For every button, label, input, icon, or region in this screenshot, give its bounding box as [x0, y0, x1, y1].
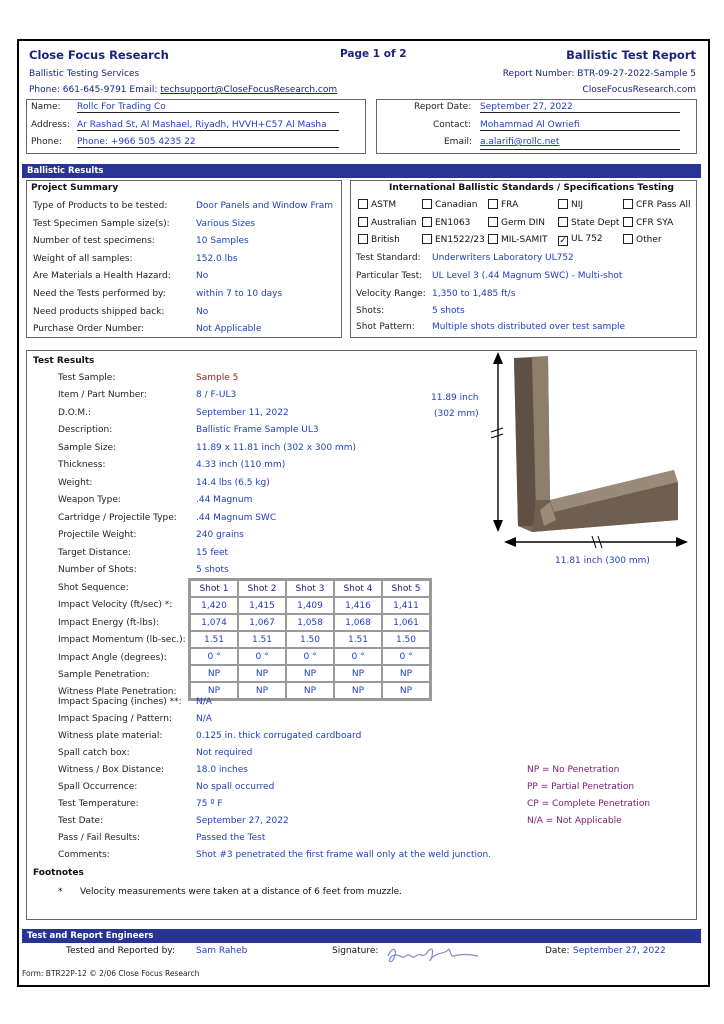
- footnote-text: Velocity measurements were taken at a distance of 6 feet from muzzle.: [80, 887, 402, 897]
- test-result-label: Target Distance:: [58, 547, 132, 558]
- client-name: Rollc For Trading Co: [77, 102, 339, 113]
- shot-table-cell: 1.50: [286, 631, 334, 648]
- legend-item: CP = Complete Penetration: [527, 799, 651, 809]
- project-summary-label: Test Specimen Sample size(s):: [33, 218, 170, 229]
- test-result-label: Thickness:: [58, 460, 106, 471]
- test-result-label: Pass / Fail Results:: [58, 833, 140, 843]
- client-email-link[interactable]: a.alarifi@rollc.net: [480, 137, 560, 147]
- dimension-width: 11.81 inch (300 mm): [555, 556, 650, 566]
- contact-name: Mohammad Al Owriefi: [480, 120, 680, 131]
- standard-checkbox[interactable]: [558, 199, 568, 209]
- test-standard-label: Test Standard:: [356, 253, 421, 263]
- report-date-label: Report Date:: [414, 102, 472, 112]
- support-email-link[interactable]: techsupport@CloseFocusResearch.com: [160, 85, 338, 95]
- standard-checkbox-label: CFR SYA: [636, 217, 674, 228]
- legend-item: PP = Partial Penetration: [527, 782, 635, 792]
- test-result-value: 15 feet: [196, 547, 229, 558]
- project-summary-label: Number of test specimens:: [33, 236, 155, 247]
- test-result-label: Spall Occurrence:: [58, 782, 138, 792]
- test-result-value: Shot #3 penetrated the first frame wall only at the weld junction.: [196, 850, 492, 860]
- standard-checkbox-label: UL 752: [571, 234, 603, 244]
- shot-table-cell: Shot 5: [382, 580, 430, 597]
- shot-table-cell: NP: [190, 665, 238, 682]
- test-result-value: .44 Magnum SWC: [196, 512, 277, 523]
- standard-checkbox-item[interactable]: [422, 199, 477, 210]
- standard-checkbox[interactable]: [422, 217, 432, 227]
- standard-checkbox-item[interactable]: [623, 234, 662, 245]
- standard-checkbox[interactable]: ✓: [559, 236, 567, 246]
- test-result-value: N/A: [196, 697, 212, 707]
- test-result-value: Passed the Test: [196, 833, 266, 843]
- standard-checkbox-item[interactable]: [488, 199, 518, 210]
- test-result-value: 240 grains: [196, 530, 244, 541]
- standard-checkbox[interactable]: [488, 199, 498, 209]
- shot-table-cell: NP: [286, 682, 334, 699]
- signature-image: [384, 942, 484, 968]
- shot-table-cell: NP: [382, 665, 430, 682]
- standard-checkbox-label: Canadian: [435, 200, 478, 210]
- project-summary-value: No: [196, 306, 209, 317]
- report-date: September 27, 2022: [480, 102, 680, 113]
- test-result-label: Weapon Type:: [58, 495, 121, 506]
- shot-table-cell: NP: [190, 682, 238, 699]
- tested-by: Sam Raheb: [196, 946, 248, 956]
- contact-line: Phone: 661-645-9791 Email: techsupport@CloseFocusResearch.com: [29, 85, 338, 95]
- test-result-value: 8 / F-UL3: [196, 390, 237, 401]
- shot-pattern-label: Shot Pattern:: [356, 322, 415, 332]
- test-result-value: N/A: [196, 714, 212, 724]
- shot-table-cell: Shot 3: [286, 580, 334, 597]
- standard-checkbox[interactable]: [358, 199, 368, 209]
- velocity-range-label: Velocity Range:: [356, 289, 426, 299]
- shot-table-row: [190, 597, 430, 614]
- project-summary-value: within 7 to 10 days: [196, 289, 283, 299]
- test-result-label: Sample Size:: [58, 442, 117, 453]
- shot-row-label: Impact Energy (ft-lbs):: [58, 617, 160, 628]
- project-summary-value: No: [196, 271, 209, 282]
- shot-table-cell: NP: [334, 682, 382, 699]
- project-summary-label: Need products shipped back:: [33, 306, 165, 317]
- standard-checkbox[interactable]: [623, 234, 633, 244]
- sample-photo: [488, 350, 698, 560]
- shot-row-label: Sample Penetration:: [58, 670, 150, 680]
- standard-checkbox-item[interactable]: [623, 199, 691, 210]
- test-result-value: 4.33 inch (110 mm): [196, 460, 286, 471]
- standard-checkbox[interactable]: [358, 217, 368, 227]
- test-result-label: Spall catch box:: [58, 748, 130, 758]
- shot-table-cell: 1,416: [334, 597, 382, 614]
- standard-checkbox-item[interactable]: [422, 217, 470, 228]
- shot-table-cell: 1,067: [238, 614, 286, 631]
- shot-table-cell: 1.51: [238, 631, 286, 648]
- standard-checkbox[interactable]: [623, 217, 633, 227]
- project-summary-label: Type of Products to be tested:: [33, 201, 168, 211]
- legend-item: N/A = Not Applicable: [527, 816, 622, 826]
- test-result-label: Item / Part Number:: [58, 390, 147, 401]
- client-phone: Phone: +966 505 4235 22: [77, 137, 339, 148]
- test-result-value: 18.0 inches: [196, 765, 248, 775]
- standard-checkbox-item[interactable]: [488, 234, 547, 245]
- test-result-label: Witness / Box Distance:: [58, 765, 165, 775]
- test-results-title: Test Results: [33, 356, 95, 366]
- shot-table-row: [190, 614, 430, 631]
- standard-checkbox-item[interactable]: [358, 199, 396, 210]
- shot-table-cell: NP: [286, 665, 334, 682]
- shot-table-row: [190, 648, 430, 665]
- standard-checkbox-item[interactable]: [558, 217, 619, 228]
- test-result-label: Witness plate material:: [58, 731, 163, 741]
- standard-checkbox[interactable]: [488, 234, 498, 244]
- shot-table-cell: NP: [334, 665, 382, 682]
- shot-table-row: [190, 580, 430, 597]
- standard-checkbox[interactable]: [422, 234, 432, 244]
- shot-table-cell: 1,415: [238, 597, 286, 614]
- shot-row-label: Impact Angle (degrees):: [58, 652, 167, 663]
- legend-item: NP = No Penetration: [527, 765, 620, 775]
- name-label: Name:: [31, 102, 61, 112]
- shot-table-cell: Shot 2: [238, 580, 286, 597]
- test-result-value: Sample 5: [196, 373, 239, 383]
- test-result-value: .44 Magnum: [196, 495, 253, 506]
- test-result-label: D.O.M.:: [58, 407, 92, 418]
- test-result-value: 11.89 x 11.81 inch (302 x 300 mm): [196, 442, 356, 453]
- sign-date: September 27, 2022: [573, 946, 666, 956]
- shot-table-cell: Shot 1: [190, 580, 238, 597]
- shot-row-label: Witness Plate Penetration:: [58, 687, 177, 698]
- standard-checkbox-label: Australian: [371, 217, 417, 228]
- standard-checkbox-label: State Dept: [571, 217, 620, 228]
- standard-checkbox-label: FRA: [501, 200, 519, 210]
- project-summary-label: Purchase Order Number:: [33, 324, 145, 335]
- shot-table-cell: 1,068: [334, 614, 382, 631]
- shot-table-cell: NP: [238, 665, 286, 682]
- shot-pattern: Multiple shots distributed over test sample: [432, 322, 626, 332]
- test-result-value: 0.125 in. thick corrugated cardboard: [196, 731, 362, 741]
- shot-table-cell: 1,058: [286, 614, 334, 631]
- project-summary-label: Are Materials a Health Hazard:: [33, 271, 171, 282]
- ballistic-results-header: Ballistic Results: [22, 164, 701, 178]
- test-result-value: September 27, 2022: [196, 816, 289, 826]
- shot-table-cell: 0 °: [286, 648, 334, 665]
- particular-test-label: Particular Test:: [356, 271, 423, 281]
- standard-checkbox-label: ASTM: [371, 200, 397, 210]
- standard-checkbox[interactable]: [358, 234, 368, 244]
- standard-checkbox-label: EN1522/23: [435, 235, 485, 245]
- date-label: Date:: [545, 946, 570, 956]
- test-result-value: September 11, 2022: [196, 407, 289, 418]
- shot-table-cell: NP: [238, 682, 286, 699]
- shot-table-cell: 1,411: [382, 597, 430, 614]
- tested-by-label: Tested and Reported by:: [66, 946, 175, 956]
- footnote-star: *: [58, 887, 63, 897]
- velocity-range: 1,350 to 1,485 ft/s: [432, 289, 516, 299]
- shot-table-row: [190, 682, 430, 699]
- test-result-value: 75 º F: [196, 799, 223, 809]
- test-result-value: 14.4 lbs (6.5 kg): [196, 477, 270, 488]
- standard-checkbox-item[interactable]: [623, 217, 673, 228]
- shot-table-cell: 1.50: [382, 631, 430, 648]
- form-footer: Form: BTR22P-12 © 2/06 Close Focus Research: [22, 969, 200, 978]
- standard-checkbox-label: CFR Pass All: [636, 200, 691, 210]
- shot-table-cell: 0 °: [238, 648, 286, 665]
- address-label: Address:: [31, 120, 70, 130]
- standard-checkbox-label: Germ DIN: [501, 217, 545, 228]
- report-number: Report Number: BTR-09-27-2022-Sample 5: [502, 69, 696, 79]
- shot-row-label: Impact Velocity (ft/sec) *:: [58, 600, 173, 611]
- test-result-label: Impact Spacing (inches) **:: [58, 697, 182, 707]
- standard-checkbox[interactable]: [488, 217, 498, 227]
- test-result-value: Not required: [196, 748, 253, 758]
- email-label: Email:: [444, 137, 473, 147]
- shot-table-cell: NP: [382, 682, 430, 699]
- test-result-value: Ballistic Frame Sample UL3: [196, 425, 319, 436]
- test-result-label: Weight:: [58, 477, 93, 488]
- shot-table-cell: 0 °: [190, 648, 238, 665]
- shot-table-cell: 1,420: [190, 597, 238, 614]
- engineers-header: Test and Report Engineers: [22, 929, 701, 943]
- standards-title: International Ballistic Standards / Specifications Testing: [389, 183, 674, 193]
- company-name: Close Focus Research: [29, 48, 169, 62]
- shot-table-row: [190, 631, 430, 648]
- test-result-label: Impact Spacing / Pattern:: [58, 714, 172, 724]
- standard-checkbox[interactable]: [422, 199, 432, 209]
- test-result-label: Test Temperature:: [58, 799, 139, 809]
- phone-label: Phone:: [31, 137, 62, 147]
- shots-value: 5 shots: [432, 306, 465, 316]
- shot-table-cell: 1,409: [286, 597, 334, 614]
- project-summary-label: Weight of all samples:: [33, 253, 133, 264]
- shot-table: [188, 578, 432, 701]
- report-title: Ballistic Test Report: [566, 48, 696, 62]
- test-result-value: No spall occurred: [196, 782, 275, 792]
- shot-table-cell: 0 °: [334, 648, 382, 665]
- standard-checkbox-item[interactable]: [422, 234, 485, 245]
- website-link[interactable]: CloseFocusResearch.com: [582, 85, 696, 95]
- project-summary-value: Not Applicable: [196, 324, 262, 335]
- shot-table-cell: Shot 4: [334, 580, 382, 597]
- standard-checkbox-label: NIJ: [571, 200, 584, 210]
- project-summary-label: Need the Tests performed by:: [33, 289, 166, 299]
- dimension-height-mm: (302 mm): [434, 409, 479, 419]
- page-number: Page 1 of 2: [340, 48, 407, 60]
- shot-table-row: [190, 665, 430, 682]
- signature-label: Signature:: [332, 946, 379, 956]
- shot-row-label: Shot Sequence:: [58, 583, 129, 593]
- test-result-label: Comments:: [58, 850, 110, 860]
- test-result-label: Test Date:: [58, 816, 104, 826]
- standard-checkbox[interactable]: [558, 217, 568, 227]
- standard-checkbox-item[interactable]: [358, 234, 400, 245]
- shot-table-cell: 1.51: [334, 631, 382, 648]
- service-name: Ballistic Testing Services: [29, 69, 140, 79]
- standard-checkbox-label: Other: [636, 235, 662, 245]
- project-summary-value: 152.0 lbs: [196, 253, 238, 264]
- shot-table-cell: 1,061: [382, 614, 430, 631]
- standard-checkbox-item[interactable]: [558, 199, 583, 210]
- standard-checkbox-label: MIL-SAMIT: [501, 235, 548, 245]
- standard-checkbox[interactable]: [623, 199, 633, 209]
- project-summary-value: 10 Samples: [196, 236, 249, 247]
- test-result-label: Test Sample:: [58, 373, 116, 383]
- dimension-height: 11.89 inch: [431, 393, 479, 403]
- standard-checkbox-item[interactable]: [358, 217, 417, 228]
- contact-label: Contact:: [433, 120, 472, 130]
- standard-checkbox-label: British: [371, 235, 400, 245]
- shot-table-cell: 1.51: [190, 631, 238, 648]
- test-result-label: Number of Shots:: [58, 564, 137, 575]
- standard-checkbox-label: EN1063: [435, 217, 471, 228]
- project-summary-value: Various Sizes: [196, 218, 256, 229]
- shots-label: Shots:: [356, 306, 385, 316]
- test-standard: Underwriters Laboratory UL752: [432, 253, 574, 263]
- test-result-value: 5 shots: [196, 564, 229, 575]
- test-result-label: Projectile Weight:: [58, 530, 137, 541]
- project-summary-value: Door Panels and Window Fram: [196, 201, 333, 211]
- test-result-label: Description:: [58, 425, 113, 436]
- shot-row-label: Impact Momentum (lb-sec.):: [58, 635, 186, 646]
- shot-table-cell: 0 °: [382, 648, 430, 665]
- client-address: Ar Rashad St, Al Mashael, Riyadh, HVVH+C57 Al Masha: [77, 120, 339, 131]
- footnotes-title: Footnotes: [33, 868, 84, 878]
- email-underline: [480, 149, 680, 150]
- standard-checkbox-item[interactable]: [488, 217, 545, 228]
- test-result-label: Cartridge / Projectile Type:: [58, 512, 177, 523]
- project-summary-title: Project Summary: [31, 183, 119, 193]
- shot-table-cell: 1,074: [190, 614, 238, 631]
- standard-checkbox-item[interactable]: [558, 234, 603, 246]
- particular-test: UL Level 3 (.44 Magnum SWC) - Multi-shot: [432, 271, 623, 281]
